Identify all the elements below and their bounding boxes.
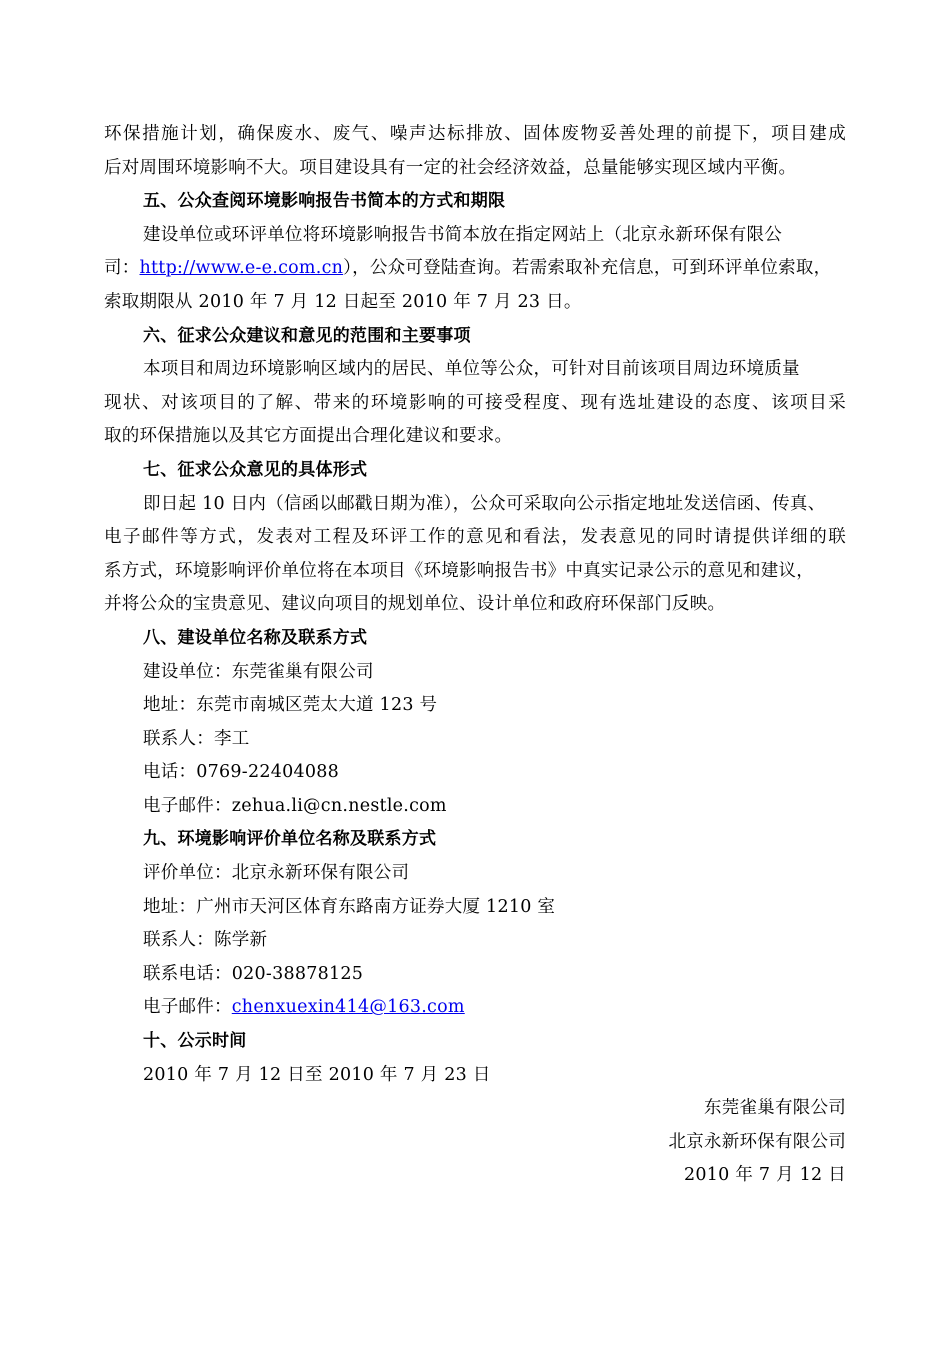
evaluation-email-label: 电子邮件： [143, 997, 232, 1018]
website-link[interactable]: http://www.e-e.com.cn [139, 258, 344, 279]
section-6-line-2: 现状、对该项目的了解、带来的环境影响的可接受程度、现有选址建设的态度、该项目采 [104, 392, 846, 413]
section-9-heading: 九、环境影响评价单位名称及联系方式 [143, 829, 437, 850]
construction-contact: 联系人：李工 [143, 728, 250, 749]
section-8-heading: 八、建设单位名称及联系方式 [143, 627, 368, 648]
section-6-line-1: 本项目和周边环境影响区域内的居民、单位等公众，可针对目前该项目周边环境质量 [143, 359, 800, 380]
construction-address: 地址：东莞市南城区莞太大道 123 号 [143, 695, 438, 716]
section-7-heading: 七、征求公众意见的具体形式 [143, 459, 368, 480]
document-page [104, 118, 846, 1193]
construction-email: 电子邮件：zehua.li@cn.nestle.com [143, 795, 447, 816]
signature-org-1: 东莞雀巢有限公司 [704, 1098, 846, 1119]
evaluation-unit: 评价单位：北京永新环保有限公司 [143, 863, 410, 884]
intro-line-2: 后对周围环境影响不大。项目建设具有一定的社会经济效益，总量能够实现区域内平衡。 [104, 157, 797, 178]
section-6-line-3: 取的环保措施以及其它方面提出合理化建议和要求。 [104, 426, 513, 447]
construction-unit: 建设单位：东莞雀巢有限公司 [143, 661, 374, 682]
evaluation-email [104, 991, 846, 1025]
section-5-line-2-suffix: ），公众可登陆查询。若需索取补充信息，可到环评单位索取， [343, 258, 832, 279]
signature-date: 2010 年 7 月 12 日 [683, 1165, 846, 1186]
section-5-line-1: 建设单位或环评单位将环境影响报告书简本放在指定网站上（北京永新环保有限公 [143, 224, 782, 245]
evaluation-email-link[interactable]: chenxuexin414@163.com [231, 997, 465, 1018]
section-6-heading: 六、征求公众建议和意见的范围和主要事项 [143, 325, 471, 346]
section-7-line-4: 并将公众的宝贵意见、建议向项目的规划单位、设计单位和政府环保部门反映。 [104, 594, 726, 615]
signature-org-2: 北京永新环保有限公司 [668, 1131, 846, 1152]
section-5-line-3: 索取期限从 2010 年 7 月 12 日起至 2010 年 7 月 23 日。 [104, 291, 582, 312]
section-5-line-2-prefix: 司： [104, 258, 140, 279]
section-5-heading: 五、公众查阅环境影响报告书简本的方式和期限 [143, 191, 506, 212]
section-7-line-3: 系方式，环境影响评价单位将在本项目《环境影响报告书》中真实记录公示的意见和建议， [104, 560, 814, 581]
evaluation-contact: 联系人：陈学新 [143, 930, 268, 951]
evaluation-address: 地址：广州市天河区体育东路南方证券大厦 1210 室 [143, 896, 556, 917]
evaluation-phone: 联系电话：020-38878125 [143, 963, 364, 984]
intro-line-1: 环保措施计划，确保废水、废气、噪声达标排放、固体废物妥善处理的前提下，项目建成 [104, 124, 846, 144]
notice-period: 2010 年 7 月 12 日至 2010 年 7 月 23 日 [143, 1064, 491, 1085]
section-7-line-2: 电子邮件等方式，发表对工程及环评工作的意见和看法，发表意见的同时请提供详细的联 [104, 527, 846, 548]
construction-phone: 电话：0769-22404088 [143, 762, 340, 783]
section-7-line-1: 即日起 10 日内（信函以邮戳日期为准），公众可采取向公示指定地址发送信函、传真、 [143, 493, 826, 514]
section-10-heading: 十、公示时间 [143, 1031, 247, 1052]
section-5-line-2 [104, 252, 846, 286]
